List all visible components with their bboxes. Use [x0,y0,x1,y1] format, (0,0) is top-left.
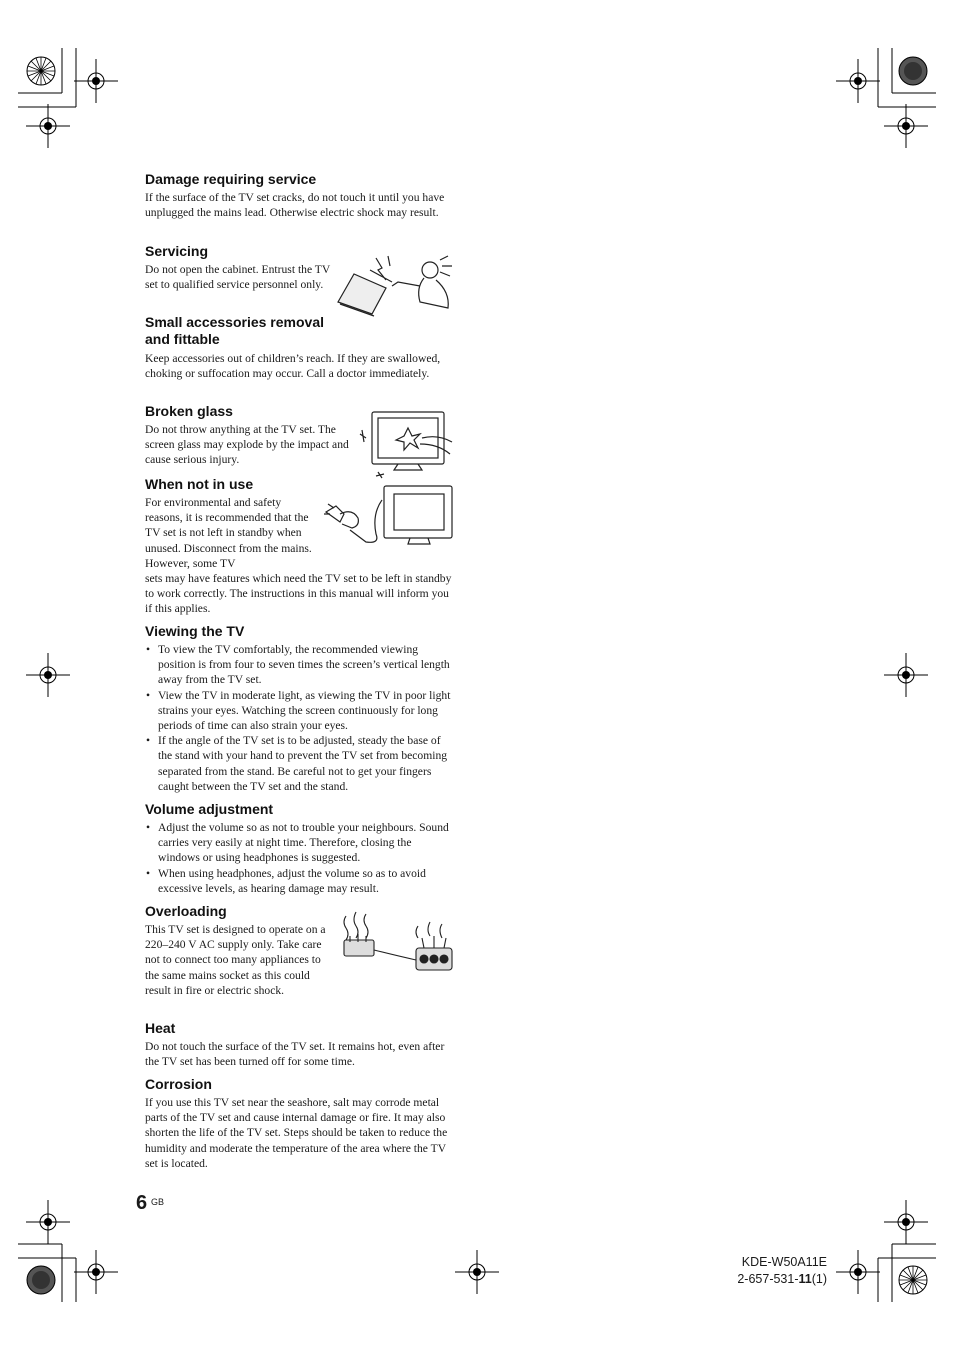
registration-crosshair-icon [24,651,72,699]
text-servicing: Do not open the cabinet. Entrust the TV set to qualified service personnel only. [145,263,331,292]
part-code-prefix: 2-657-531- [737,1272,799,1286]
text-accessories: Keep accessories out of children’s reach. If they are swallowed, choking or suffocation may occur. Call a doctor immediately. [145,352,441,381]
registration-crosshair-icon [453,1248,501,1296]
text-not-in-use-bottom: sets may have features which need the TV set to be left in standby to work correctly. The instructions in this manual will inform you if this applies. [145,572,452,616]
registration-crosshair-icon [834,1248,882,1296]
heading-not-in-use: When not in use [145,476,254,492]
registration-crosshair-icon [882,1198,930,1246]
color-target-icon [898,56,928,86]
model-number: KDE-W50A11E [741,1255,827,1269]
heading-damage: Damage requiring service [145,171,317,187]
person-opening-cabinet-illustration [336,252,456,318]
list-item: • Adjust the volume so as not to trouble your neighbours. Sound carries very easily at night time. Therefore, closing the windows or using headphones is suggested. [145,820,453,866]
part-code [700,1271,827,1288]
part-code-suffix: (1) [811,1272,827,1286]
heading-servicing: Servicing [145,243,209,259]
list-item: • To view the TV comfortably, the recommended viewing position is from four to seven times the screen’s vertical length away from the TV set. [145,642,453,688]
list-volume [145,820,453,896]
text-corrosion: If you use this TV set near the seashore, salt may corrode metal parts of the TV set and cause internal damage or fire. It may also shorten the life of the TV set. Steps should be taken to reduce the humidity and moderate the temperature of the area where the TV set is located. [145,1096,448,1170]
color-target-icon [898,1265,928,1295]
registration-crosshair-icon [834,57,882,105]
registration-crosshair-icon [72,1248,120,1296]
part-code-bold: 11 [798,1272,812,1286]
overloaded-socket-illustration [338,908,456,978]
list-item: • If the angle of the TV set is to be adjusted, steady the base of the stand with your hand to prevent the TV set from becoming separated from the stand. Be careful not to get your fingers caught between the TV set and the stand. [145,733,453,794]
text-damage: If the surface of the TV set cracks, do not touch it until you have unplugged the mains lead. Otherwise electric shock may result. [145,191,445,220]
heading-broken-glass: Broken glass [145,403,233,419]
heading-heat: Heat [145,1020,176,1036]
page-suffix: GB [151,1197,165,1207]
page-number: 6 [136,1192,148,1214]
heading-corrosion: Corrosion [145,1076,212,1092]
heading-accessories: Small accessories removal and fittable [145,314,325,347]
list-item: • View the TV in moderate light, as viewing the TV in poor light strains your eyes. Watching the screen continuously for long periods of time can also strain your eyes. [145,688,453,734]
tv-hit-by-object-illustration [358,408,454,480]
text-heat: Do not touch the surface of the TV set. It remains hot, even after the TV set has been turned off for some time. [145,1040,445,1069]
registration-crosshair-icon [72,57,120,105]
registration-crosshair-icon [24,1198,72,1246]
heading-viewing: Viewing the TV [145,623,245,639]
registration-crosshair-icon [882,102,930,150]
registration-crosshair-icon [24,102,72,150]
list-item: • When using headphones, adjust the volume so as to avoid excessive levels, as hearing damage may result. [145,866,453,896]
text-not-in-use-top: For environmental and safety reasons, it is recommended that the TV set is not left in standby when unused. Disconnect from the mains. However, some TV [145,496,312,570]
text-overloading: This TV set is designed to operate on a 220–240 V AC supply only. Take care not to connect too many appliances to the same mains socket as this could result in fire or electric shock. [145,923,326,997]
heading-overloading: Overloading [145,903,227,919]
registration-crosshair-icon [882,651,930,699]
color-target-icon [26,56,56,86]
heading-volume: Volume adjustment [145,801,274,817]
color-target-icon [26,1265,56,1295]
text-broken-glass: Do not throw anything at the TV set. The screen glass may explode by the impact and cause serious injury. [145,423,349,467]
unplugging-tv-illustration [322,484,456,548]
list-viewing [145,642,453,794]
